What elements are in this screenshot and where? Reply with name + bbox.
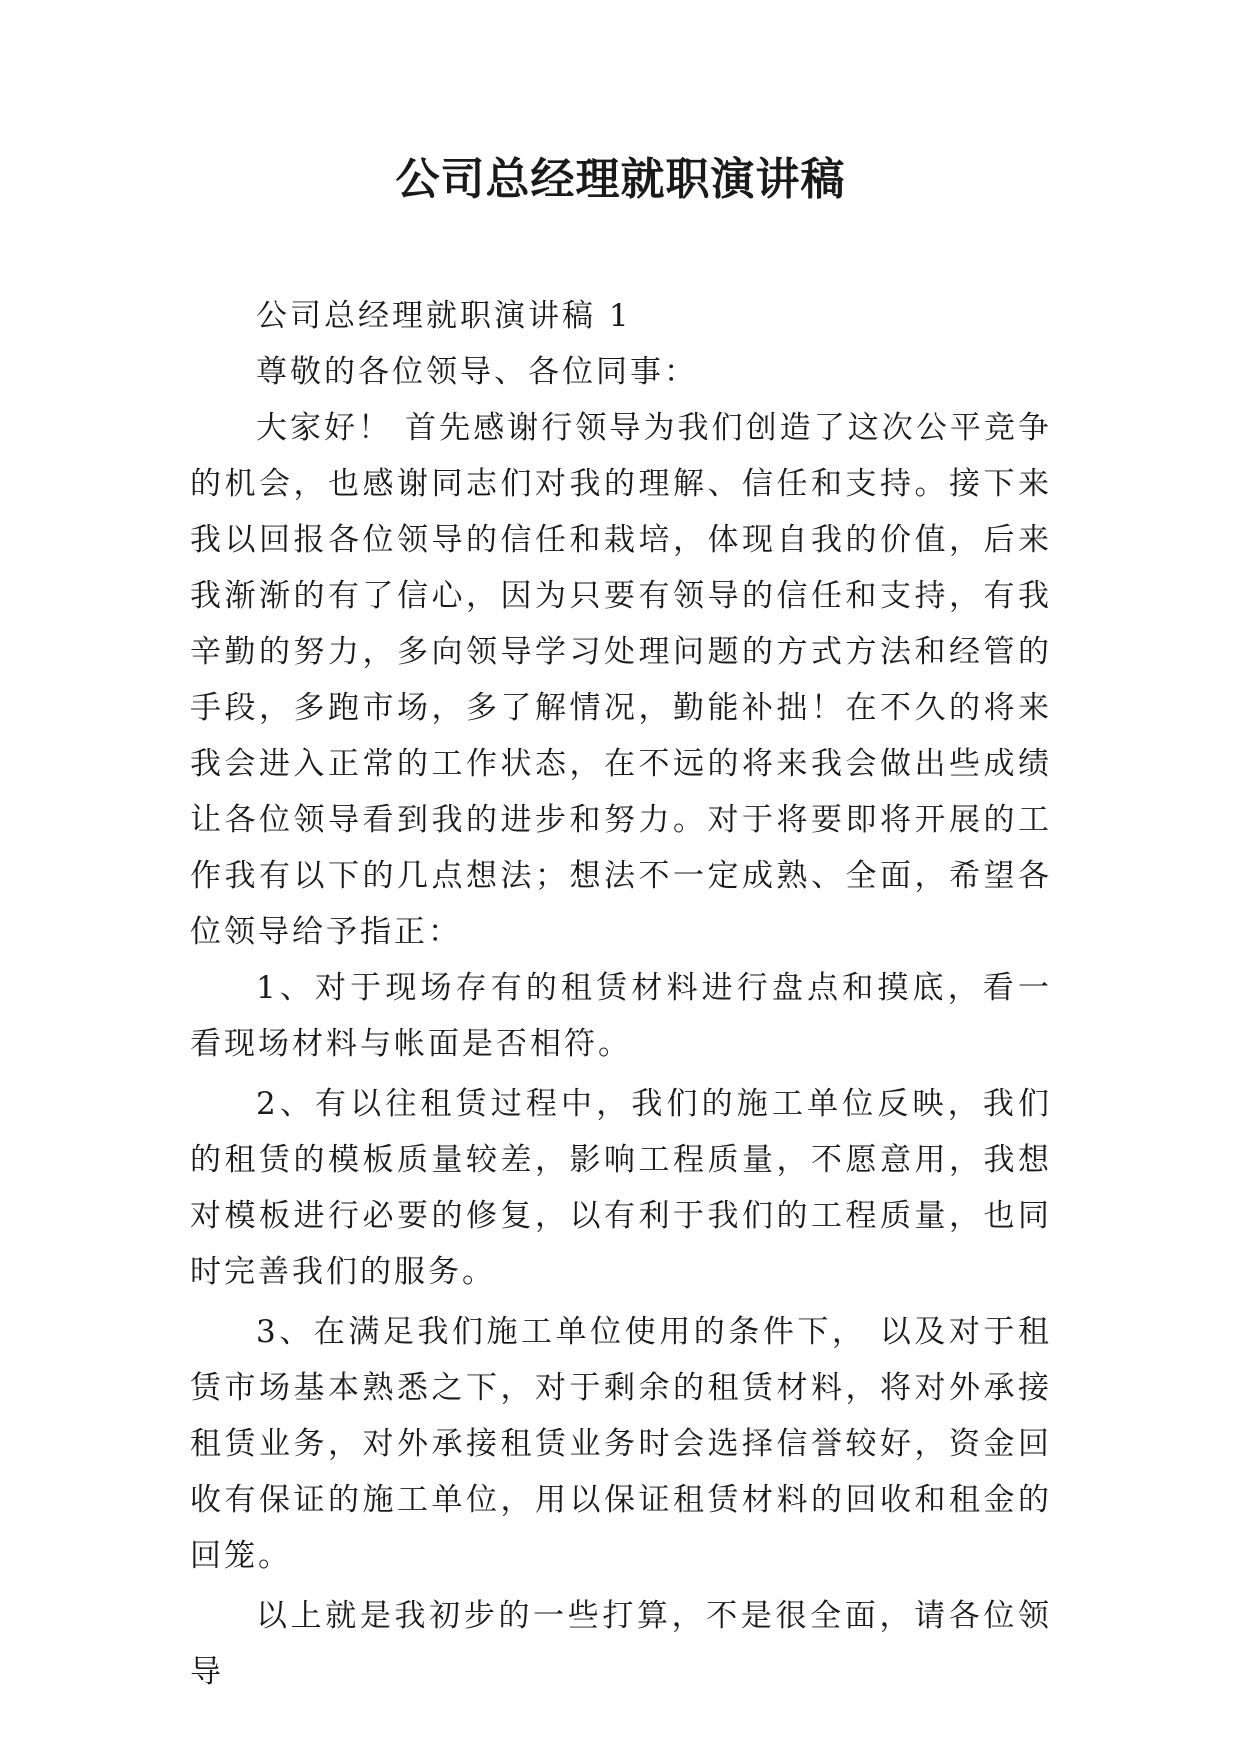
document-body: [190, 288, 1052, 1700]
list-item-2: 2、有以往租赁过程中，我们的施工单位反映，我们的租赁的模板质量较差，影响工程质量，不愿意用，我想对模板进行必要的修复，以有利于我们的工程质量，也同时完善我们的服务。: [190, 1086, 1052, 1290]
list-item-3: 3、在满足我们施工单位使用的条件下， 以及对于租赁市场基本熟悉之下，对于剩余的租赁材料，将对外承接租赁业务，对外承接租赁业务时会选择信誉较好，资金回收有保证的施工单位，用以保证租赁材料的回收和租金的回笼。: [190, 1314, 1052, 1574]
closing-paragraph: 以上就是我初步的一些打算，不是很全面，请各位领导: [190, 1598, 1052, 1690]
body-paragraph: 大家好！ 首先感谢行领导为我们创造了这次公平竞争的机会，也感谢同志们对我的理解、信任和支持。接下来我以回报各位领导的信任和栽培，体现自我的价值，后来我渐渐的有了信心，因为只要有领导的信任和支持，有我辛勤的努力，多向领导学习处理问题的方式方法和经管的手段，多跑市场，多了解情况，勤能补拙！在不久的将来我会进入正常的工作状态，在不远的将来我会做出些成绩让各位领导看到我的进步和努力。对于将要即将开展的工作我有以下的几点想法；想法不一定成熟、全面，希望各位领导给予指正：: [190, 410, 1052, 950]
salutation-paragraph: 尊敬的各位领导、各位同事：: [256, 354, 698, 390]
document-title: 公司总经理就职演讲稿: [395, 154, 846, 205]
list-item-1: 1、对于现场存有的租赁材料进行盘点和摸底，看一看现场材料与帐面是否相符。: [190, 970, 1052, 1062]
subtitle-paragraph: 公司总经理就职演讲稿 1: [256, 298, 632, 334]
